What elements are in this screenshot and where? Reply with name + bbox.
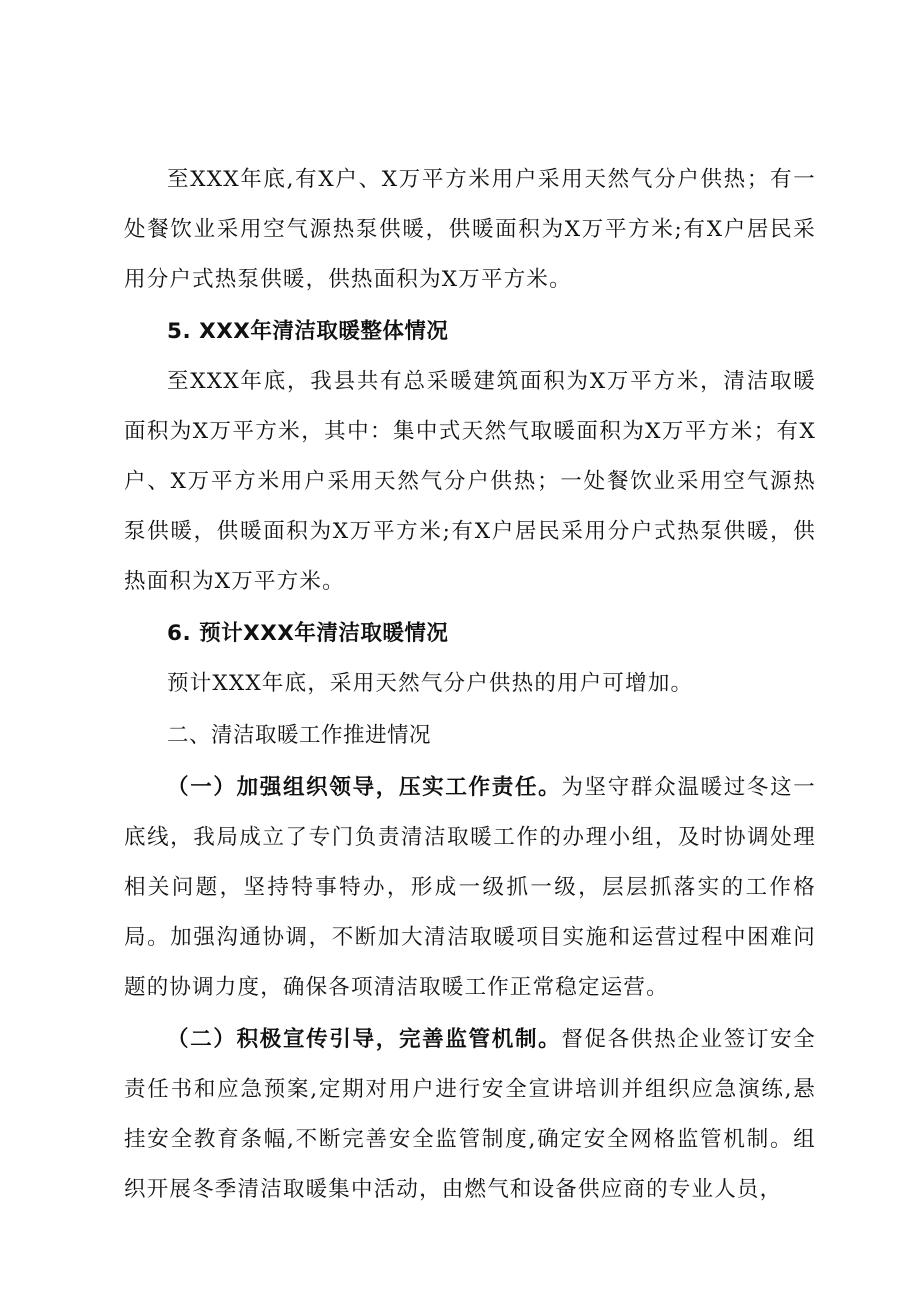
item-body-publicity: 督促各供热企业签订安全责任书和应急预案,定期对用户进行安全宣讲培训并组织应急演练,悬挂安全教育条幅,不断完善安全监管制度,确定安全网格监管机制。组织开展冬季清洁取暖集中活动，由燃气和设备供应商的专业人员，	[124, 1027, 817, 1202]
item-lead-publicity: （二）积极宣传引导，完善监管机制。	[167, 1027, 562, 1052]
document-body	[124, 155, 816, 1215]
item-body-organization: 为坚守群众温暖过冬这一底线，我局成立了专门负责清洁取暖工作的办理小组，及时协调处理相关问题，坚持特事特办，形成一级抓一级，层层抓落实的工作格局。加强沟通协调，不断加大清洁取暖项目实施和运营过程中困难问题的协调力度，确保各项清洁取暖工作正常稳定运营。	[124, 775, 817, 1000]
heading-forecast: 6. 预计XXX年清洁取暖情况	[167, 621, 449, 646]
paragraph-gas-heating: 至XXX年底,有X户、X万平方米用户采用天然气分户供热；有一处餐饮业采用空气源热泵供暖，供暖面积为X万平方米;有X户居民采用分户式热泵供暖，供热面积为X万平方米。	[124, 167, 816, 292]
paragraph-overall-situation: 至XXX年底，我县共有总采暖建筑面积为X万平方米，清洁取暖面积为X万平方米，其中：集中式天然气取暖面积为X万平方米；有X户、X万平方米用户采用天然气分户供热；一处餐饮业采用空气源热泵供暖，供暖面积为X万平方米;有X户居民采用分户式热泵供暖，供热面积为X万平方米。	[124, 369, 816, 594]
heading-overall-situation: 5. XXX年清洁取暖整体情况	[167, 319, 449, 344]
item-lead-organization: （一）加强组织领导，压实工作责任。	[167, 775, 562, 800]
paragraph-publicity-supervision	[124, 1015, 816, 1215]
section-heading-progress: 二、清洁取暖工作推进情况	[167, 723, 432, 748]
paragraph-organization-leadership	[124, 763, 816, 1013]
paragraph-forecast: 预计XXX年底，采用天然气分户供热的用户可增加。	[167, 671, 694, 696]
